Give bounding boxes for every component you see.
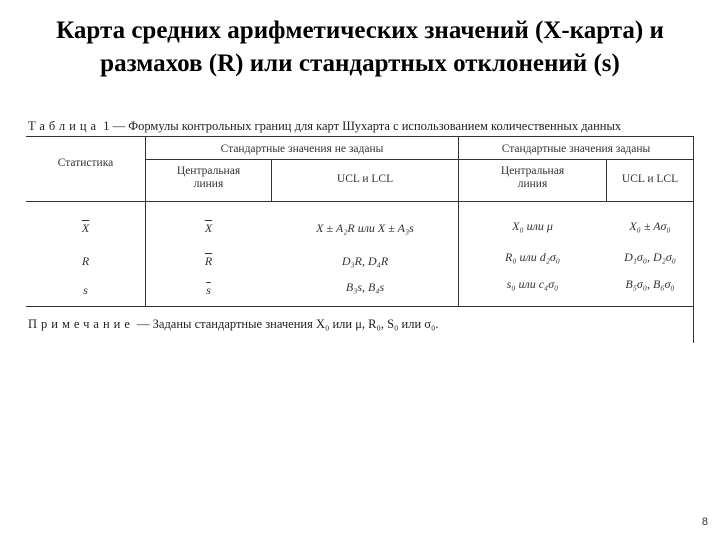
header-given: Стандартные значения заданы — [501, 143, 651, 155]
table-caption-text: 1 — Формулы контрольных границ для карт Шухарта с использованием количественных данных — [103, 119, 622, 133]
row-1-cl-given: X₀ или μ — [512, 219, 553, 233]
note-text: — Заданы стандартные значения X₀ или μ, R₀, S₀ или σ₀. — [137, 317, 439, 331]
row-1-limits-given: X₀ ± Aσ₀ — [629, 219, 671, 233]
row-3-limits-given: B₅σ₀, B₆σ₀ — [625, 277, 675, 291]
header-statistic: Статистика — [57, 157, 114, 169]
row-3-cl-not-given: $\overline{s}$ — [206, 283, 211, 297]
row-1-limits-not-given: X ± A₂R или X ± A₃s — [316, 221, 414, 235]
table-caption — [28, 119, 698, 134]
row-2-limits-given: D₁σ₀, D₂σ₀ — [624, 250, 676, 264]
row-3-cl-given: s₀ или c₄σ₀ — [506, 277, 559, 291]
row-2-cl-not-given: $\overline{R}$ — [204, 254, 213, 268]
header-central-line-2: Центральная линия — [500, 165, 565, 190]
row-3-statistic: s — [83, 283, 88, 297]
note-word: Примечание — [28, 317, 134, 331]
table-note — [28, 317, 439, 332]
table-rule — [145, 159, 693, 160]
row-2-statistic: R — [81, 254, 90, 268]
header-ucl-lcl-1: UCL и LCL — [336, 173, 394, 185]
table-rule — [26, 201, 693, 202]
row-2-cl-given: R₀ или d₂σ₀ — [505, 250, 560, 264]
row-3-limits-not-given: B₃s, B₄s — [345, 280, 385, 294]
page-number: 8 — [701, 516, 708, 528]
row-1-cl-not-given: $\overline{X}$ — [204, 221, 213, 235]
table-caption-word: Таблица — [28, 119, 101, 133]
row-1-statistic: $\overline{X}$ — [81, 221, 90, 235]
title-line-1: Карта средних арифметических значений (X-карта) и — [56, 17, 664, 44]
table-rule — [26, 306, 693, 307]
header-central-line-1: Центральная линия — [176, 165, 241, 190]
formula-table — [26, 136, 694, 343]
slide-title — [0, 14, 720, 80]
row-2-limits-not-given: D₃R, D₄R — [341, 254, 389, 268]
header-not-given: Стандартные значения не заданы — [220, 143, 384, 155]
header-ucl-lcl-2: UCL и LCL — [621, 173, 679, 185]
title-line-2: размахов (R) или стандартных отклонений (s) — [100, 50, 620, 77]
